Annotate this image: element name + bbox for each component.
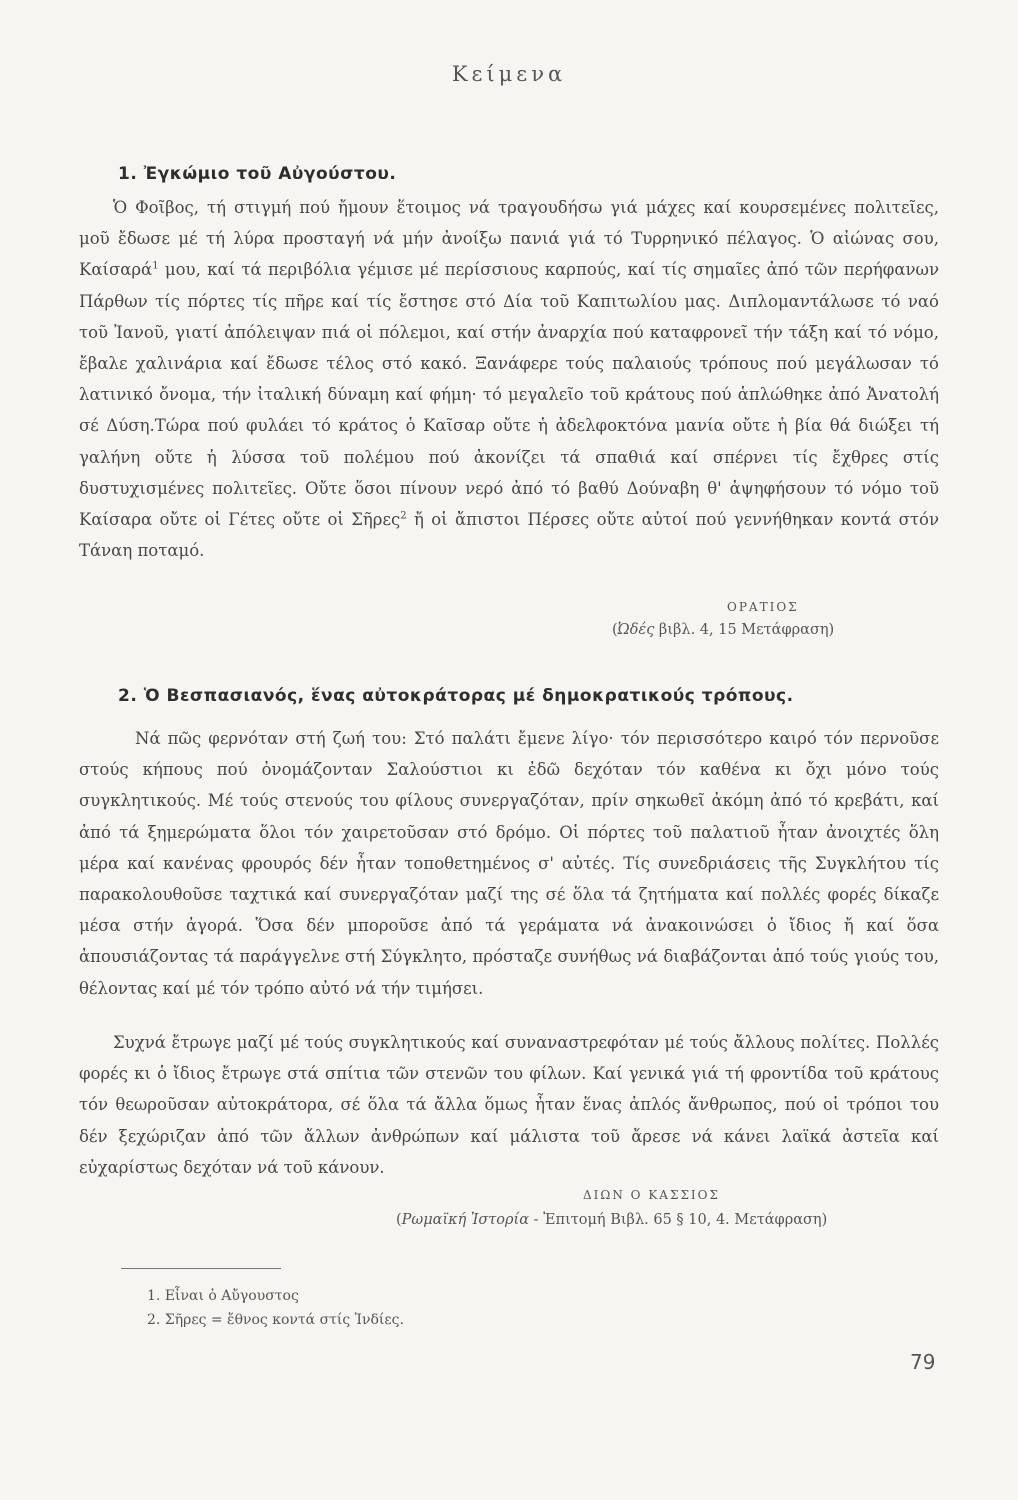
section-2-paragraph-1: Νά πῶς φερνόταν στή ζωή του: Στό παλάτι ἔμενε λίγο· τόν περισσότερο καιρό τόν περνοῦσε στούς κήπους πού ὀνομάζονταν Σαλούστιοι κι ἐδῶ δεχόταν τόν καθένα κι ὄχι μόνο τούς συγκλητικούς. Μέ τούς στενούς του φίλους συνεργαζόταν, πρίν σηκωθεῖ ἀκόμη ἀπό τό κρεβάτι, καί ἀπό τά ξημερώματα ὅλοι τόν χαιρετοῦσαν στό δρόμο. Οἱ πόρτες τοῦ παλατιοῦ ἦταν ἀνοιχτές ὅλη μέρα καί κανένας φρουρός δέν ἦταν τοποθετημένος σ' αὐτές. Τίς συνεδριάσεις τῆς Συγκλήτου τίς παρακολουθοῦσε ταχτικά καί συνεργαζόταν μαζί της σέ ὅλα τά ζητήματα καί πολλές φορές δίκαζε μέσα στήν ἀγορά. Ὅσα δέν μποροῦσε ἀπό τά γεράματα νά ἀνακοινώσει ὁ ἴδιος ἤ καί ὅσα ἀπουσιάζοντας τά παράγγελνε στή Σύγκλητο, πρόσταζε συνήθως νά διαβάζονται ἀπό τούς γιούς του, θέλοντας καί μέ τόν τρόπο αὐτό νά τήν τιμήσει. [79, 729, 939, 998]
footnote-ref-1: 1 [152, 260, 159, 272]
footnote-1-label: 1. [147, 1288, 161, 1304]
section-1-source-rest: βιβλ. 4, 15 Μετάφραση) [654, 622, 835, 638]
section-1-author: ΟΡΑΤΙΟΣ [727, 600, 799, 614]
section-1-text-b: μου, καί τά περιβόλια γέμισε μέ περίσσιους καρπούς, καί τίς σημαῖες ἀπό τῶν περήφανων Πάρθων τίς πόρτες τίς πῆρε καί τίς ἔστησε στό Δία τοῦ Καπιτωλίου μας. Διπλομαντάλωσε τό ναό τοῦ Ἰανοῦ, γιατί ἀπόλειψαν πιά οἱ πόλεμοι, καί στήν ἀναρχία πού καταφρονεῖ τήν τάξη καί τό νόμο, ἔβαλε χαλινάρια καί ἔδωσε τέλος στό κακό. Ξανάφερε τούς παλαιούς τρόπους πού μεγάλωσαν τό λατινικό ὄνομα, τήν ἰταλική δύναμη καί φήμη· τό μεγαλεῖο τοῦ κράτους πού ἁπλώθηκε ἀπό Ἀνατολή σέ Δύση.Τώρα πού φυλάει τό κράτος ὁ Καῖσαρ οὔτε ἡ ἀδελφοκτόνα μανία οὔτε ἡ βία θά διώξει τή γαλήνη οὔτε ἡ λύσσα τοῦ πολέμου πού ἀκονίζει τά σπαθιά καί σπέρνει τίς ἔχθρες στίς δυστυχισμένες πολιτεῖες. Οὔτε ὅσοι πίνουν νερό ἀπό τό βαθύ Δούναβη θ' ἀψηφήσουν τό νόμο τοῦ Καίσαρα οὔτε οἱ Γέτες οὔτε οἱ Σῆρες [79, 260, 939, 530]
section-2-source-rest: - Ἐπιτομή Βιβλ. 65 § 10, 4. Μετάφραση) [529, 1212, 828, 1228]
footnote-2 [147, 1312, 404, 1328]
section-2-author: ΔΙΩΝ Ο ΚΑΣΣΙΟΣ [583, 1188, 720, 1202]
section-2-source-open: ( [396, 1212, 402, 1228]
section-2-source [396, 1212, 827, 1228]
footnote-2-text: Σῆρες = ἔθνος κοντά στίς Ἰνδίες. [164, 1312, 404, 1328]
footnote-1 [147, 1288, 299, 1304]
section-1-source-work: Ὠδές [617, 622, 655, 638]
section-1-source [612, 622, 834, 638]
section-2-source-work: Ρωμαϊκή Ἱστορία [401, 1212, 530, 1228]
footnote-divider [121, 1268, 281, 1269]
section-1-heading: 1. Ἐγκώμιο τοῦ Αὐγούστου. [118, 164, 397, 184]
section-1-text-a: Ὁ Φοῖβος, τή στιγμή πού ἤμουν ἕτοιμος νά τραγουδήσω γιά μάχες καί κουρσεμένες πολιτεῖες, μοῦ ἔδωσε μέ τή λύρα προσταγή νά μήν ἀνοίξω πανιά γιά τό Τυρρηνικό πέλαγος. Ὁ αἰώνας σου, Καίσαρά [79, 198, 939, 280]
running-title: Κείμενα [451, 62, 567, 86]
page-number: 79 [910, 1350, 936, 1374]
footnote-ref-2: 2 [400, 510, 407, 522]
footnote-1-text: Εἶναι ὁ Αὔγουστος [164, 1288, 299, 1304]
section-1-source-open: ( [612, 622, 618, 638]
section-2-paragraph-2: Συχνά ἔτρωγε μαζί μέ τούς συγκλητικούς καί συναναστρεφόταν μέ τούς ἄλλους πολίτες. Πολλές φορές κι ὁ ἴδιος ἔτρωγε στά σπίτια τῶν στενῶν του φίλων. Καί γενικά γιά τή φροντίδα τοῦ κράτους τόν θεωροῦσαν αὐτοκράτορα, σέ ὅλα τά ἄλλα ὅμως ἦταν ἕνας ἁπλός ἄνθρωπος, πού οἱ τρόποι του δέν ξεχώριζαν ἀπό τῶν ἄλλων ἀνθρώπων καί μάλιστα τοῦ ἄρεσε νά κάνει λαϊκά ἀστεῖα καί εὐχαρίστως δεχόταν νά τοῦ κάνουν. [79, 1033, 939, 1177]
section-1-paragraph [79, 192, 939, 566]
footnote-2-label: 2. [147, 1312, 161, 1328]
section-2-heading: 2. Ὁ Βεσπασιανός, ἕνας αὐτοκράτορας μέ δημοκρατικούς τρόπους. [118, 686, 794, 706]
section-1-text-c: ἤ οἱ ἄπιστοι Πέρσες οὔτε αὐτοί πού γεννήθηκαν κοντά στόν Τάναη ποταμό. [79, 510, 939, 561]
